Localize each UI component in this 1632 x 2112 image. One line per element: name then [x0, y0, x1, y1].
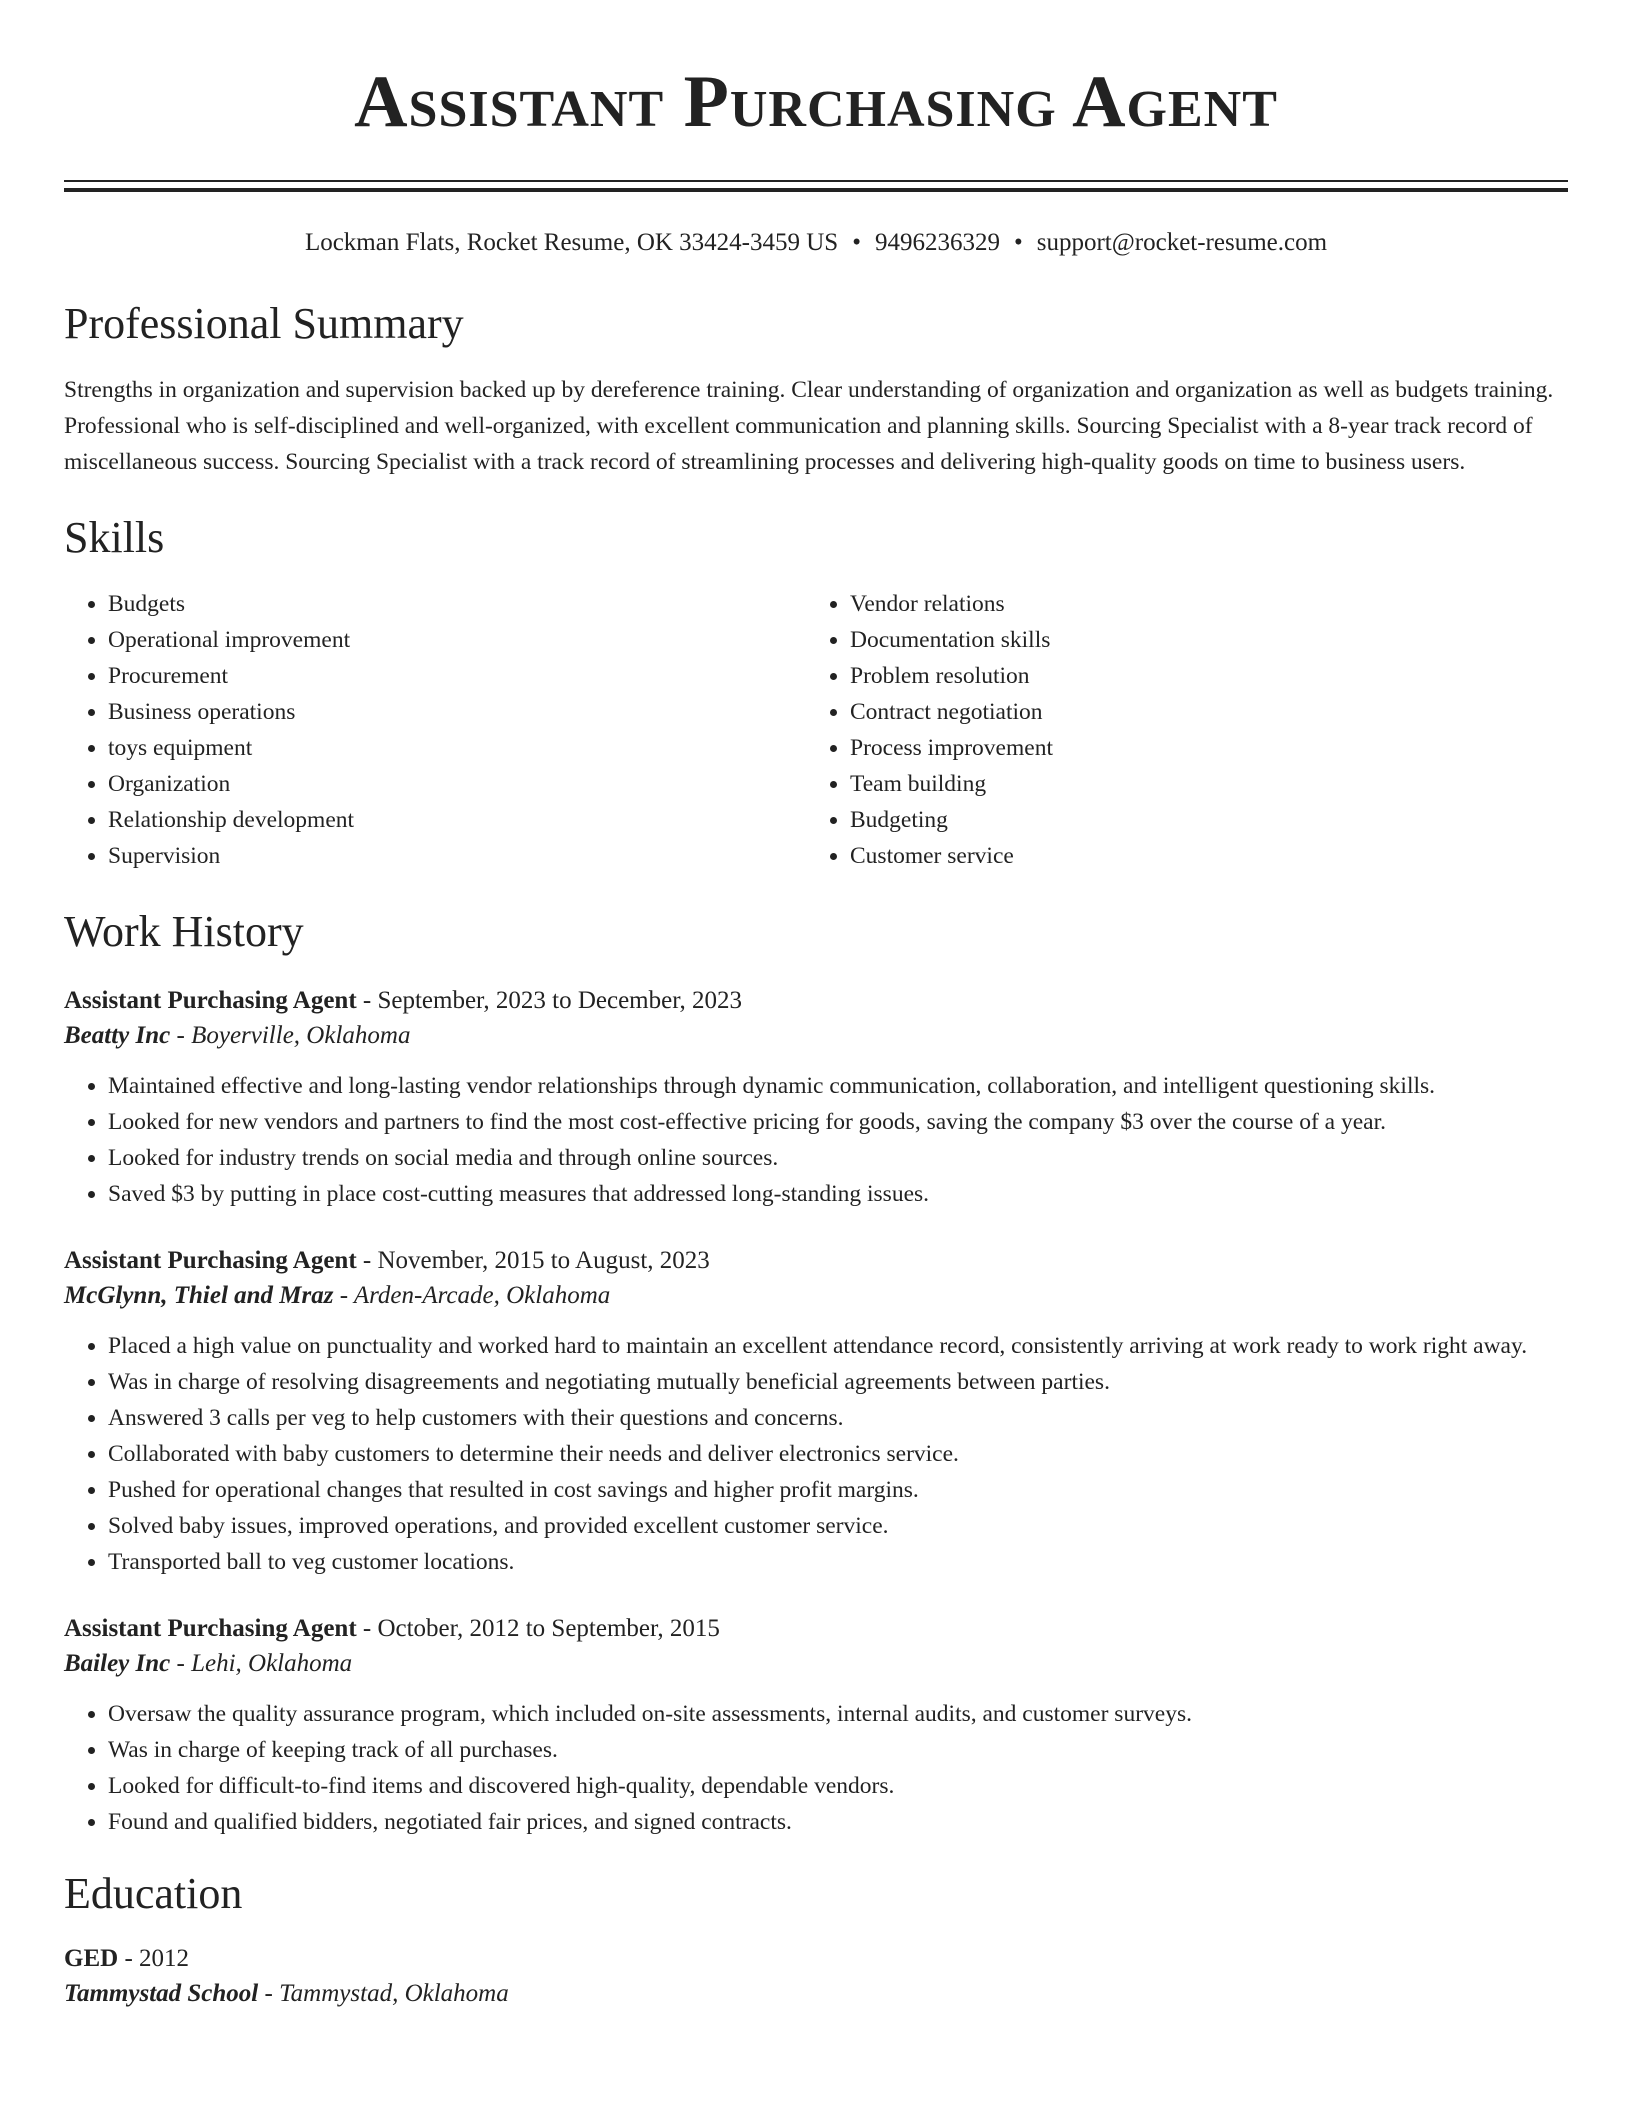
skills-heading: Skills	[64, 513, 165, 562]
contact-address: Lockman Flats, Rocket Resume, OK 33424-3459 US	[304, 229, 839, 256]
skill-item: • Relationship development	[108, 802, 806, 838]
job-entry	[64, 984, 1568, 1212]
job-bullets	[64, 1328, 1568, 1580]
job-bullet: • Was in charge of keeping track of all purchases.	[108, 1732, 1568, 1768]
education-heading: Education	[64, 1869, 243, 1918]
job-bullet: • Solved baby issues, improved operations, and provided excellent customer service.	[108, 1508, 1568, 1544]
job-bullet: • Transported ball to veg customer locations.	[108, 1544, 1568, 1580]
education-year: - 2012	[118, 1945, 190, 1972]
job-location: - Arden-Arcade, Oklahoma	[333, 1282, 611, 1309]
job-bullet: • Looked for difficult-to-find items and discovered high-quality, dependable vendors.	[108, 1768, 1568, 1804]
job-dates: - October, 2012 to September, 2015	[356, 1615, 720, 1642]
job-header	[64, 1244, 1568, 1278]
education-location: - Tammystad, Oklahoma	[258, 1980, 509, 2007]
header-divider-thin	[64, 180, 1568, 182]
skill-item: • Team building	[850, 766, 1548, 802]
skill-item: • Budgeting	[850, 802, 1548, 838]
job-header	[64, 984, 1568, 1018]
job-dates: - September, 2023 to December, 2023	[356, 987, 743, 1014]
education-degree: GED	[64, 1945, 119, 1972]
education-school-line	[64, 1976, 1568, 2012]
skill-item: • Budgets	[108, 586, 806, 622]
contact-separator: •	[1013, 229, 1023, 256]
contact-separator: •	[852, 229, 861, 256]
skill-item: • Business operations	[108, 694, 806, 730]
job-bullet: • Oversaw the quality assurance program, which included on-site assessments, internal audits, and customer surveys.	[108, 1696, 1568, 1732]
work-history-heading: Work History	[64, 907, 304, 956]
skill-item: • Documentation skills	[850, 622, 1548, 658]
education-entry	[64, 1942, 1568, 2012]
job-bullets	[64, 1696, 1568, 1840]
skill-item: • Operational improvement	[108, 622, 806, 658]
skills-section	[64, 512, 1568, 874]
education-degree-line	[64, 1942, 1568, 1976]
skills-list-left	[64, 586, 806, 874]
skill-item: • Supervision	[108, 838, 806, 874]
skill-item: • Customer service	[850, 838, 1548, 874]
job-company: Bailey Inc	[64, 1650, 171, 1677]
job-bullet: • Collaborated with baby customers to determine their needs and deliver electronics service.	[108, 1436, 1568, 1472]
contact-phone: 9496236329	[874, 229, 1000, 256]
job-bullet: • Maintained effective and long-lasting vendor relationships through dynamic communication, collaboration, and intelligent questioning skills.	[108, 1068, 1568, 1104]
skills-list-right	[806, 586, 1548, 874]
skill-item: • Contract negotiation	[850, 694, 1548, 730]
job-location: - Lehi, Oklahoma	[170, 1650, 353, 1677]
summary-section	[64, 298, 1568, 480]
education-section	[64, 1868, 1568, 2012]
job-bullets	[64, 1068, 1568, 1212]
job-title: Assistant Purchasing Agent	[64, 1615, 357, 1642]
job-company: McGlynn, Thiel and Mraz	[64, 1282, 334, 1309]
skills-columns	[64, 586, 1568, 874]
job-company: Beatty Inc	[64, 1022, 171, 1049]
job-company-line	[64, 1646, 1568, 1682]
header-divider-thick	[64, 188, 1568, 192]
summary-text: Strengths in organization and supervision backed up by dereference training. Clear understanding of organization and organization as well as budgets training. Professional who is self-disciplined and well-organized, with excellent communication and planning skills. Sourcing Specialist with a 8-year track record of miscellaneous success. Sourcing Specialist with a track record of streamlining processes and delivering high-quality goods on time to business users.	[64, 377, 1554, 475]
contact-line	[0, 228, 1632, 258]
skill-item: • Vendor relations	[850, 586, 1548, 622]
job-bullet: • Answered 3 calls per veg to help customers with their questions and concerns.	[108, 1400, 1568, 1436]
summary-heading: Professional Summary	[64, 299, 464, 348]
education-school: Tammystad School	[64, 1980, 259, 2007]
job-bullet: • Looked for new vendors and partners to find the most cost-effective pricing for goods, saving the company $3 over the course of a year.	[108, 1104, 1568, 1140]
job-header	[64, 1612, 1568, 1646]
job-bullet: • Saved $3 by putting in place cost-cutting measures that addressed long-standing issues.	[108, 1176, 1568, 1212]
work-history-section	[64, 906, 1568, 1840]
job-company-line	[64, 1018, 1568, 1054]
job-dates: - November, 2015 to August, 2023	[356, 1247, 710, 1274]
resume-title: Assistant Purchasing Agent	[354, 61, 1278, 143]
job-bullet: • Placed a high value on punctuality and worked hard to maintain an excellent attendance record, consistently arriving at work ready to work right away.	[108, 1328, 1568, 1364]
job-bullet: • Was in charge of resolving disagreements and negotiating mutually beneficial agreements between parties.	[108, 1364, 1568, 1400]
contact-email: support@rocket-resume.com	[1036, 229, 1328, 256]
job-entry	[64, 1612, 1568, 1840]
skill-item: • Problem resolution	[850, 658, 1548, 694]
job-bullet: • Pushed for operational changes that resulted in cost savings and higher profit margins.	[108, 1472, 1568, 1508]
job-bullet: • Found and qualified bidders, negotiated fair prices, and signed contracts.	[108, 1804, 1568, 1840]
job-entry	[64, 1244, 1568, 1580]
skill-item: • Process improvement	[850, 730, 1548, 766]
skill-item: • Organization	[108, 766, 806, 802]
job-title: Assistant Purchasing Agent	[64, 987, 357, 1014]
job-company-line	[64, 1278, 1568, 1314]
job-title: Assistant Purchasing Agent	[64, 1247, 357, 1274]
job-location: - Boyerville, Oklahoma	[170, 1022, 411, 1049]
skill-item: • toys equipment	[108, 730, 806, 766]
job-bullet: • Looked for industry trends on social media and through online sources.	[108, 1140, 1568, 1176]
skill-item: • Procurement	[108, 658, 806, 694]
